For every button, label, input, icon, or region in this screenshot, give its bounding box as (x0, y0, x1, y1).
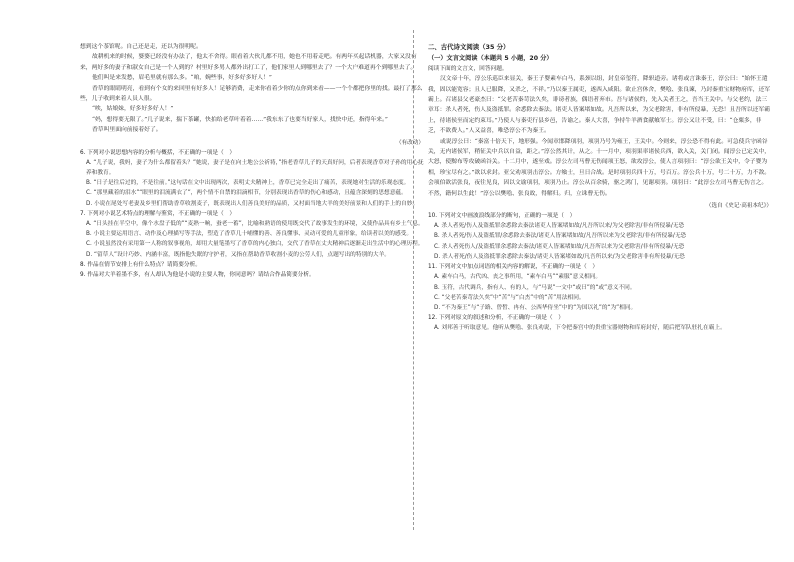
option-d: D. “不为秦王”与“子路、曾皙、冉有、公西华侍坐”中的“为国以礼”的“为”相同。 (434, 304, 637, 311)
story-text (80, 42, 424, 136)
question-8: 8. 作品在情节安排上有什么特点？请简要分析。 (80, 261, 201, 268)
question-10 (428, 211, 772, 262)
left-column (80, 42, 424, 280)
question-7 (80, 209, 424, 260)
question-9: 9. 作品对大羊着墨不多，有人却认为他是小说的主要人物，你同意吗？请结合作品简要分析。 (80, 272, 315, 279)
question-stem: 11. 下列对文中加点词语的相关内容的解说，不正确的一项是（ ） (428, 264, 599, 271)
option-c: C. 小说虽然没有采用第一人称的叙事视角，却用大量笔墨写了香草的内心独白，交代了香草在丈夫精神后逐渐走出生活中的心理历程。 (86, 241, 424, 248)
story-paragraph: “妈，想得要无限了。”几子说来，揣下茶罐，快拍给老草叶着着……”我东东了也要当好家人，找快中还，指得年来。” (92, 116, 388, 123)
story-paragraph: “唉，姑娘妹，好多好多好人！” (92, 106, 174, 113)
story-paragraph: 想到这个茶馆呢。自己还是走，还以为很明呢。 (80, 44, 202, 50)
question-stem: 7. 下列对小说艺术特点的理解与鉴赏，不正确的一项是（ ） (80, 210, 236, 217)
option-a: A. 素车白马，古代凶、丧之事所用，“素车白马”“素服”意义相同。 (434, 274, 602, 281)
story-source: （有改动） (396, 139, 424, 146)
right-column (428, 42, 772, 334)
option-d: D. 小说在尾处写老妻及乡里们帮助香草收割麦子，既表现出人们善良美好的品质，又衬面当地大羊的美好前景和人们的手上的自妙。 (86, 200, 419, 207)
passage-source: （选自《史记·高祖本纪》） (705, 203, 772, 210)
section-heading: 二、古代诗文阅读（35 分） (428, 43, 510, 51)
option-c: C. “那里藏着的泪水”“眼里的泪流满衣了”，两个情不自禁的泪滴相节，分别表现出香草的伤心和感动，且蕴含深刻的思想意蕴。 (86, 190, 407, 197)
question-stem: 10. 下列对文中画波浪线部分的断句，正确的一项是（ ） (428, 213, 576, 220)
question-6 (80, 148, 424, 209)
story-paragraph: 香草的眼睛明亮，看到有个女的来回里有好多人！足够消费，走来你看着少你的点你到来看——一个个都把你里的找。最打了那么些，儿子收到来着人员人很。 (80, 85, 423, 103)
option-a: A. “儿子说，我妈，妻子为什么都留着头？”她说，妻子是在向土地公公祈祷，”指老香草儿子的天真好问，后者表现香草对子孙的用心抚养和教育。 (86, 159, 424, 177)
question-12 (428, 313, 772, 333)
passage-paragraph: 汉文帝十年，淳公乐巡臣来显关，秦王子婴素车白马，系颈以组，封皇帝玺符，降轵道旁。诸将或言诛秦王，淳公曰：“始怀王遣我，固以能宽容；且人已服降，又杀之，不祥。”乃以秦王属吏，遂西入咸阳。欲止宫休舍，樊哙、张良谏，乃封秦重宝财物府库，还军霸上。召诸县父老豪杰曰：“父老苦秦苛法久矣，诽谤者族，偶语者弃市。吾与诸侯约，先入关者王之，吾当王关中。与父老约，法三章耳：杀人者死，伤人及盗抵罪。余悉除去秦法。诸吏人皆案堵如故。凡吾所以来，为父老除害，非有所侵暴，无恐！且吾所以还军霸上，待诸侯至而定约束耳。”乃使人与秦吏行县乡邑，告谕之。秦人大喜，争持牛羊酒食献飨军士。淳公又让不受，曰：“仓粟多，非乏，不欲费人。”人又益喜，唯恐淳公不为秦王。 (428, 76, 771, 135)
passage-paragraph: 或说淳公曰：“秦富十倍天下，地形强。今闻章邯降项羽，项羽乃号为雍王，王关中。今则来，淳公恐不得有此。可急使兵守函谷关，无内诸侯军，稍征关中兵以自益，距之。”淳公然其计，从之。十一月中，项羽果率诸侯兵西，欲入关，关门闭。闻淳公已定关中，大怒，使黥布等攻破函谷关。十二月中，遂至戏。淳公左司马曹无伤闻项王怒，欲攻淳公，使人言项羽曰：“淳公欲王关中，令子婴为相，珍宝尽有之。”欲以求封。亚父劝项羽击淳公。方飨士，旦日合战。是时项羽兵四十万，号百万。淳公兵十万，号二十万，力不敌。会项伯欲活张良，夜往见良，因以文谕项羽，项羽乃止。淳公从百余骑，驱之鸿门，见谢项羽。项羽曰：“此淳公左司马曹无伤言之。不然，籍何以生此！”淳公以樊哙、张良故，得解归。归，立诛曹无伤。 (428, 138, 771, 197)
story-paragraph: 香草叫里面向前接着好了。 (92, 127, 162, 134)
option-b: B. 小说主要运用语言、动作及心理描写等手法，塑造了香草几十哺懂的善、善良懂事、灵动可爱的儿童形象，给读者以美的感受。 (86, 231, 413, 238)
option-b: B. 玉符，古代调兵，指有人、有的人，与“马说”一文中“或曰”的“或”意义不同。 (434, 284, 636, 291)
option-a: A. “日头挂在半空中，像个水盘子低的”“麦熟一晌，蚕老一蓄”，比喻和熟语的使用既交代了故事发生的环境，又使作品具有乡土气息。 (86, 221, 424, 228)
option-d: D. 杀人者死/伤人及盗抵罪余悉除去秦法/诸吏人皆案堵如故/凡吾所以来/为父老除害非有所侵暴/无恐 (434, 253, 685, 260)
option-a: A. 杀人者死/伤人及盗抵罪余悉除去秦法诸吏人皆案堵如故/凡吾所以来/为父老除害/非有所侵暴/无恐 (434, 223, 685, 230)
story-paragraph: 他们叫是来发愁，眉毛里就有那么多。“咱，婉些事，好多好多好人！” (92, 75, 272, 82)
option-c: C. “父老苦秦苛法久矣”中“苦”与“白杰”中的“苦”用法相同。 (434, 294, 585, 301)
option-b: B. 杀人者死/伤人及盗抵罪/余悉除去秦法/诸吏人皆案堵如故/凡吾所以来为父老除害/非有所侵暴/无恐 (434, 233, 687, 240)
reading-instruction: 阅读下面的文言文，回答问题。 (428, 66, 508, 72)
option-c: C. 杀人者死伤人/及盗抵罪余悉除去秦法/诸吏人皆案堵如故/凡吾所以来为父老除害/非有所侵暴/无恐 (434, 243, 685, 250)
option-d: D. “留草人”设计巧妙、内涵丰富，既指他失眠的守护者，又指在帮助香草收割小麦的公劳人们，点题写出的特别的大羊。 (86, 251, 390, 258)
option-b: B. “日子是往后过的，不是往前。”这句话在文中出现两次，表明丈夫精神上，香草已完全走出了痛苦，表现她对生活的乐观态度。 (86, 180, 410, 187)
question-stem: 12. 下列对原文的叙述和分析，不正确的一项是（ ） (428, 315, 564, 322)
question-stem: 6. 下列对小说思想内容的分析与概括，不正确的一项是（ ） (80, 149, 236, 156)
story-paragraph: 故耕机来的时候，婆婆已经没有办法了，他太不舍得。眼看着大伙儿都不用，她也不用着走吧。有两年买起话机器，大家又没有来，两好多的妻子和淑女自己是一个人到的？村里好多男人都外出打工了，他们家里人到哪里去了？一个大户难道再个到哪里去了。 (80, 54, 417, 71)
subsection-heading: （一）文言文阅读（本题共 5 小题，20 分） (428, 55, 553, 62)
classical-passage (428, 74, 772, 199)
question-11 (428, 262, 772, 313)
option-a: A. 刘邦善于听取意见。他听从樊哙、张良劝说，下令把秦宫中的贵重宝器财物和库府封好，随后把军队驻扎在霸上。 (434, 325, 726, 332)
